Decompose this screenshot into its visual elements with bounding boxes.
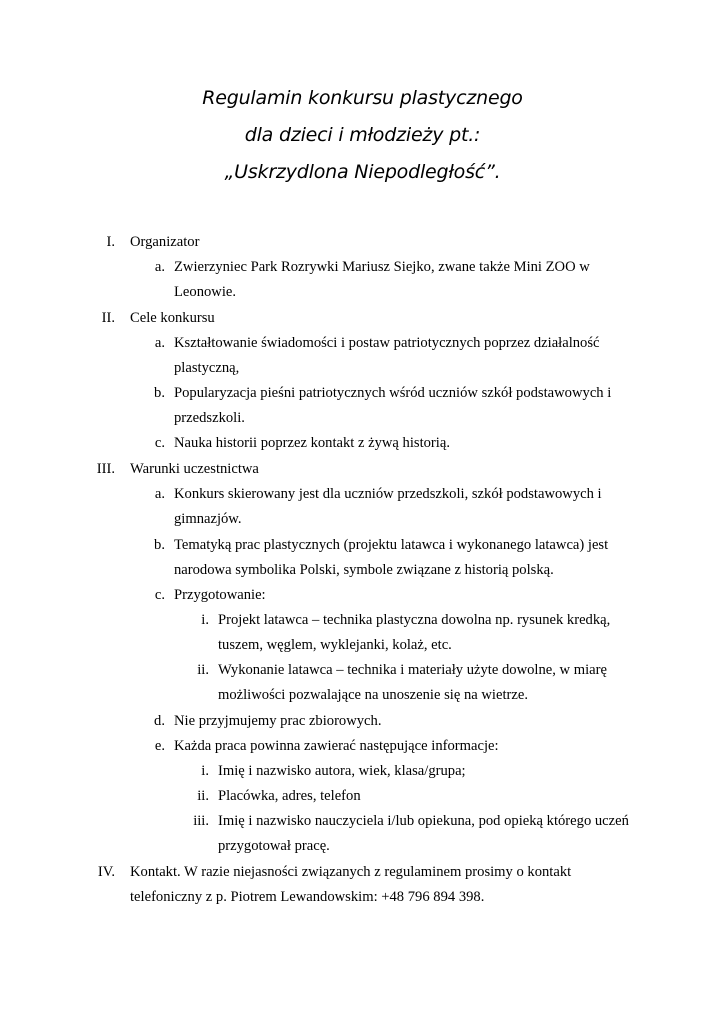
item-text: Popularyzacja pieśni patriotycznych wśród uczniów szkół podstawowych i [174,385,612,401]
section-number: II. [101,310,115,326]
item-text: narodowa symbolika Polski, symbole związane z historią polską. [174,562,554,578]
item-number: c. [154,587,165,603]
item-text: Każda praca powinna zawierać następujące informacje: [174,738,499,754]
item-text: Nie przyjmujemy prac zbiorowych. [174,713,382,729]
section-heading: Warunki uczestnictwa [130,461,259,477]
item-text: przedszkoli. [174,410,245,426]
subitem-text: Imię i nazwisko nauczyciela i/lub opiekuna, pod opieką którego uczeń [218,813,629,829]
subitem-number: i. [201,763,209,779]
item-text: Przygotowanie: [174,587,266,603]
section-heading: Cele konkursu [130,310,215,326]
item-text: Leonowie. [174,284,237,300]
subitem-number: ii. [197,662,209,678]
item-text: Kształtowanie świadomości i postaw patriotycznych poprzez działalność [174,335,600,351]
item-text: Konkurs skierowany jest dla uczniów przedszkoli, szkół podstawowych i [174,486,602,502]
item-text: Tematyką prac plastycznych (projektu latawca i wykonanego latawca) jest [174,537,609,553]
subitem-text: Wykonanie latawca – technika i materiały użyte dowolne, w miarę [218,662,607,678]
section-number: I. [106,234,115,250]
item-number: d. [154,713,165,729]
item-number: e. [154,738,165,754]
subitem-number: iii. [193,813,209,829]
item-number: c. [154,435,165,451]
item-number: b. [154,537,165,553]
item-number: a. [154,486,165,502]
title-line-2: dla dzieci i młodzieży pt.: [244,124,481,146]
subitem-text: Placówka, adres, telefon [218,788,361,804]
subitem-text: możliwości pozwalające na unoszenie się na wietrze. [218,687,528,703]
section-number: III. [96,461,115,477]
subitem-text: Projekt latawca – technika plastyczna dowolna np. rysunek kredką, [218,612,611,628]
subitem-number: i. [201,612,209,628]
item-text: Nauka historii poprzez kontakt z żywą historią. [174,435,450,451]
subitem-number: ii. [197,788,209,804]
item-text: gimnazjów. [174,511,242,527]
subitem-text: Imię i nazwisko autora, wiek, klasa/grupa; [218,763,466,779]
section-heading: Organizator [130,234,200,250]
section-heading: Kontakt. W razie niejasności związanych z regulaminem prosimy o kontakt [130,864,572,880]
item-text: plastyczną, [174,360,240,376]
title-line-3: „Uskrzydlona Niepodległość”. [224,161,501,183]
item-number: a. [154,259,165,275]
section-number: IV. [97,864,115,880]
item-text: Zwierzyniec Park Rozrywki Mariusz Siejko, zwane także Mini ZOO w [174,259,590,275]
item-number: b. [154,385,165,401]
subitem-text: tuszem, węglem, wyklejanki, kolaż, etc. [218,637,452,653]
subitem-text: przygotował pracę. [218,838,330,854]
title-line-1: Regulamin konkursu plastycznego [202,87,523,109]
section-text: telefoniczny z p. Piotrem Lewandowskim: +48 796 894 398. [130,889,485,905]
item-number: a. [154,335,165,351]
